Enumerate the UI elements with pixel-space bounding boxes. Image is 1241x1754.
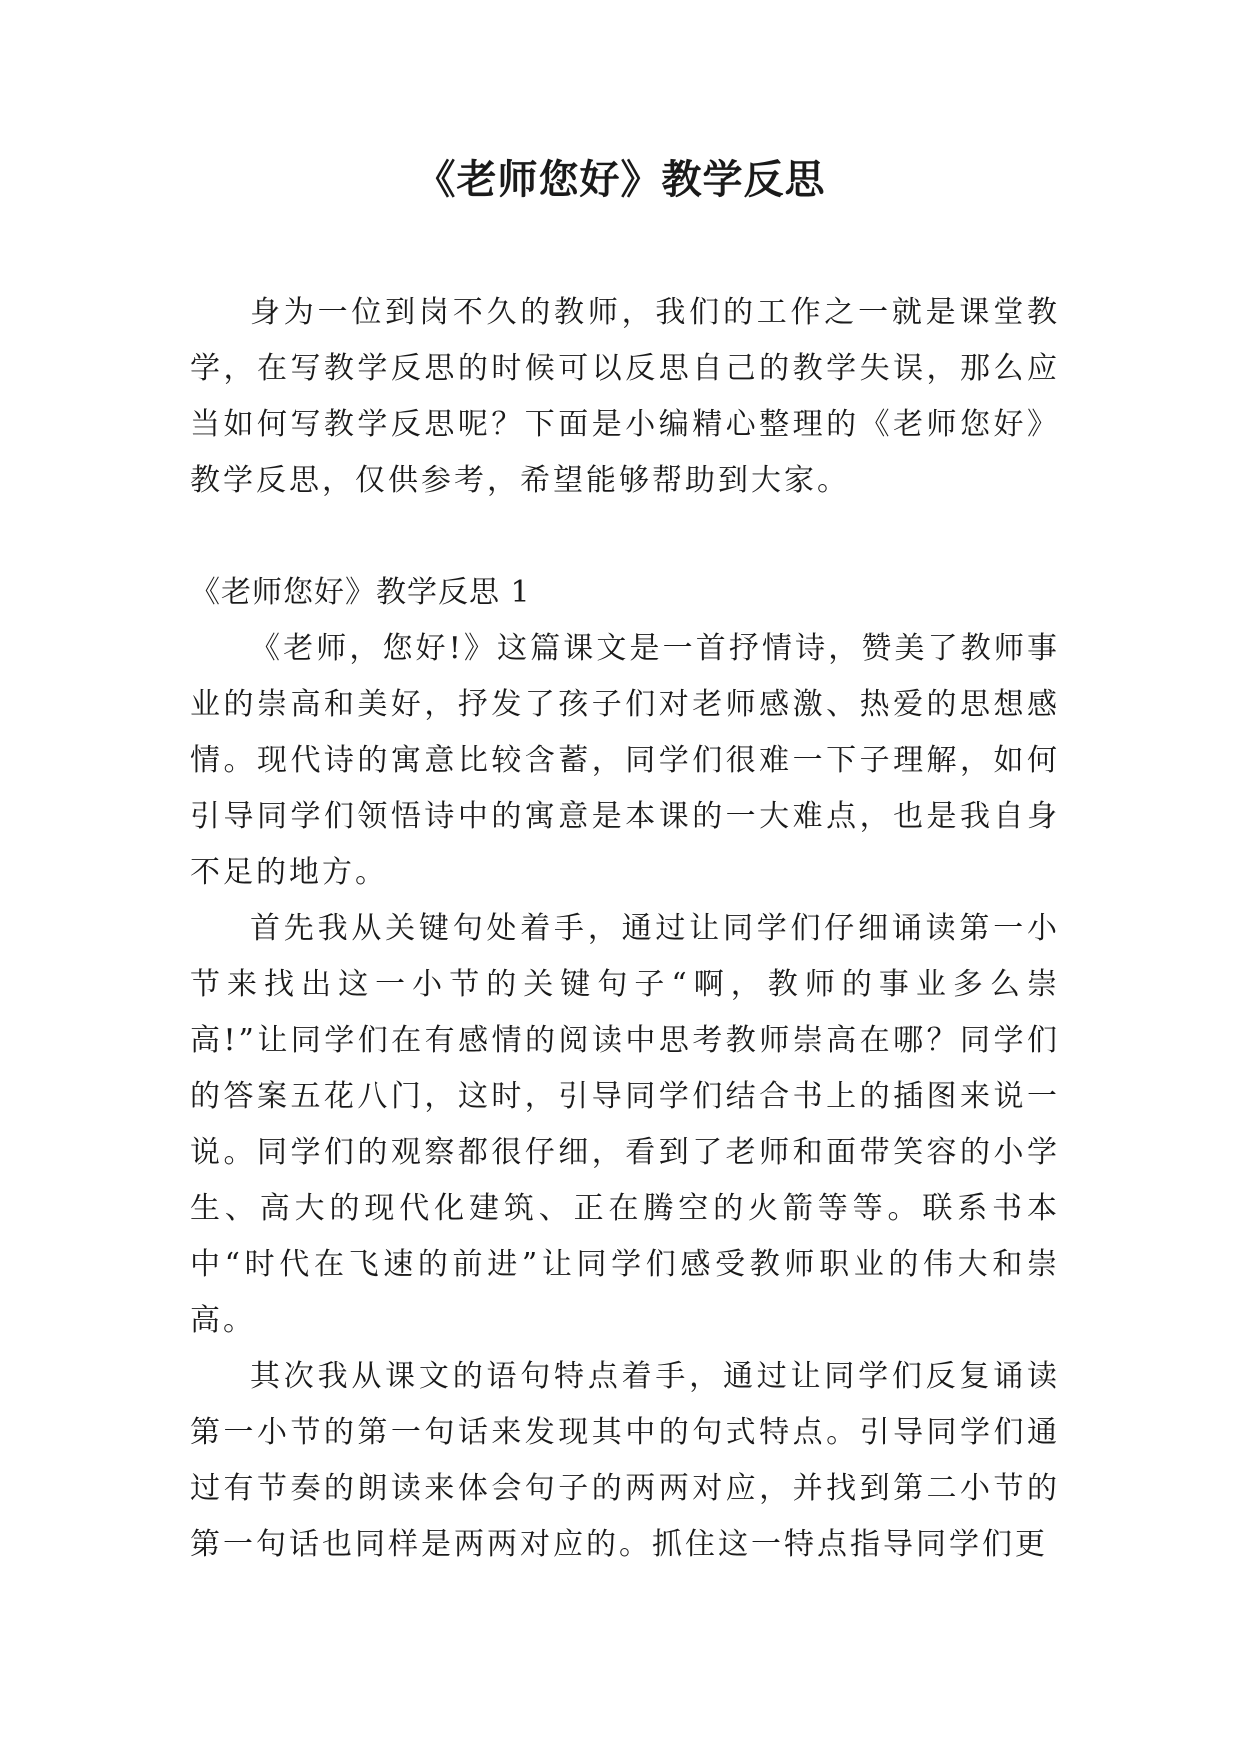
body-paragraph-1: 《老师，您好!》这篇课文是一首抒情诗，赞美了教师事业的崇高和美好，抒发了孩子们对老师感激、热爱的思想感情。现代诗的寓意比较含蓄，同学们很难一下子理解，如何引导同学们领悟诗中的寓意是本课的一大难点，也是我自身不足的地方。 bbox=[190, 631, 1060, 890]
body-paragraph-2: 首先我从关键句处着手，通过让同学们仔细诵读第一小节来找出这一小节的关键句子“啊，教师的事业多么崇高!”让同学们在有感情的阅读中思考教师崇高在哪？同学们的答案五花八门，这时，引导同学们结合书上的插图来说一说。同学们的观察都很仔细，看到了老师和面带笑容的小学生、高大的现代化建筑、正在腾空的火箭等等。联系书本中“时代在飞速的前进”让同学们感受教师职业的伟大和崇高。 bbox=[190, 911, 1060, 1338]
section-heading: 《老师您好》教学反思 1 bbox=[190, 575, 531, 610]
intro-paragraph: 身为一位到岗不久的教师，我们的工作之一就是课堂教学，在写教学反思的时候可以反思自己的教学失误，那么应当如何写教学反思呢？下面是小编精心整理的《老师您好》教学反思，仅供参考，希望能够帮助到大家。 bbox=[190, 295, 1060, 498]
document-body bbox=[190, 285, 1060, 1573]
document-title: 《老师您好》教学反思 bbox=[415, 156, 826, 203]
body-paragraph-3: 其次我从课文的语句特点着手，通过让同学们反复诵读第一小节的第一句话来发现其中的句式特点。引导同学们通过有节奏的朗读来体会句子的两两对应，并找到第二小节的第一句话也同样是两两对应的。抓住这一特点指导同学们更 bbox=[190, 1359, 1060, 1562]
